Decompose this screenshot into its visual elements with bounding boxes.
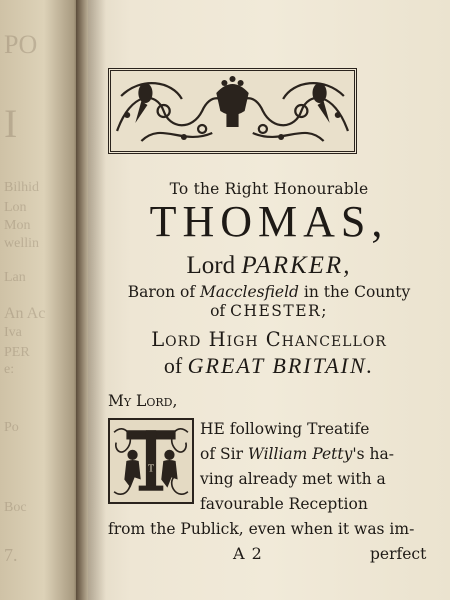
initial-letter: T [147,463,155,475]
ghost-text: Mon [4,218,31,233]
dedication-to-line: To the Right Honourable [169,180,369,198]
ghost-text: PO [4,30,38,59]
ghost-text: e: [4,362,15,377]
ghost-text: I [4,101,18,146]
county-prefix: of [210,302,226,320]
headpiece-ornament [108,68,357,154]
body-line-2-pre: of Sir [200,445,243,463]
baron-place: Macclesfield [200,283,299,301]
foliage-ornament-icon [111,71,354,151]
body-line-4: favourable Reception [200,495,368,513]
baron-line [88,283,450,301]
body-line-2-post: 's ha- [352,445,395,463]
of-prefix: of [163,353,183,378]
ghost-text: Boc [4,500,27,515]
body-line-1: HE following Treatife [200,420,370,438]
baron-suffix: in the County [303,283,411,301]
body-line-3: ving already met with a [200,470,386,488]
ghost-text: Bilhid [4,180,40,195]
ghost-text: Po [4,420,19,435]
dedicatee-name: THOMAS, [149,197,389,246]
ghost-text: Lan [4,270,26,285]
body-line-2-italic: William Petty [247,445,353,463]
catchword: perfect [370,545,427,563]
dedicatee-title-line [88,252,450,280]
decorated-initial [108,418,194,504]
country-name: GREAT BRITAIN. [187,353,375,378]
ghost-text: An Ac [4,305,46,322]
office-line: Lord High Chancellor [151,328,387,351]
ghost-text: wellin [4,236,39,251]
body-line-5: from the Publick, even when it was im- [108,520,415,538]
county-line [88,302,450,320]
ghost-text: PER [4,345,30,360]
baron-prefix: Baron of [127,283,196,301]
lord-prefix: Lord [186,252,236,279]
left-facing-page [0,0,80,600]
body-line-2 [200,445,394,463]
country-line [88,353,450,379]
signature-mark: A 2 [233,544,263,563]
ghost-text: 7. [4,545,18,565]
ghost-text: Lon [4,200,27,215]
cherubs-initial-icon [110,420,192,502]
salutation: My Lord, [108,392,178,410]
ghost-text: Iva [4,325,22,340]
title-page [88,0,450,600]
lord-name: PARKER, [241,252,352,279]
county-name: CHESTER; [230,302,328,320]
